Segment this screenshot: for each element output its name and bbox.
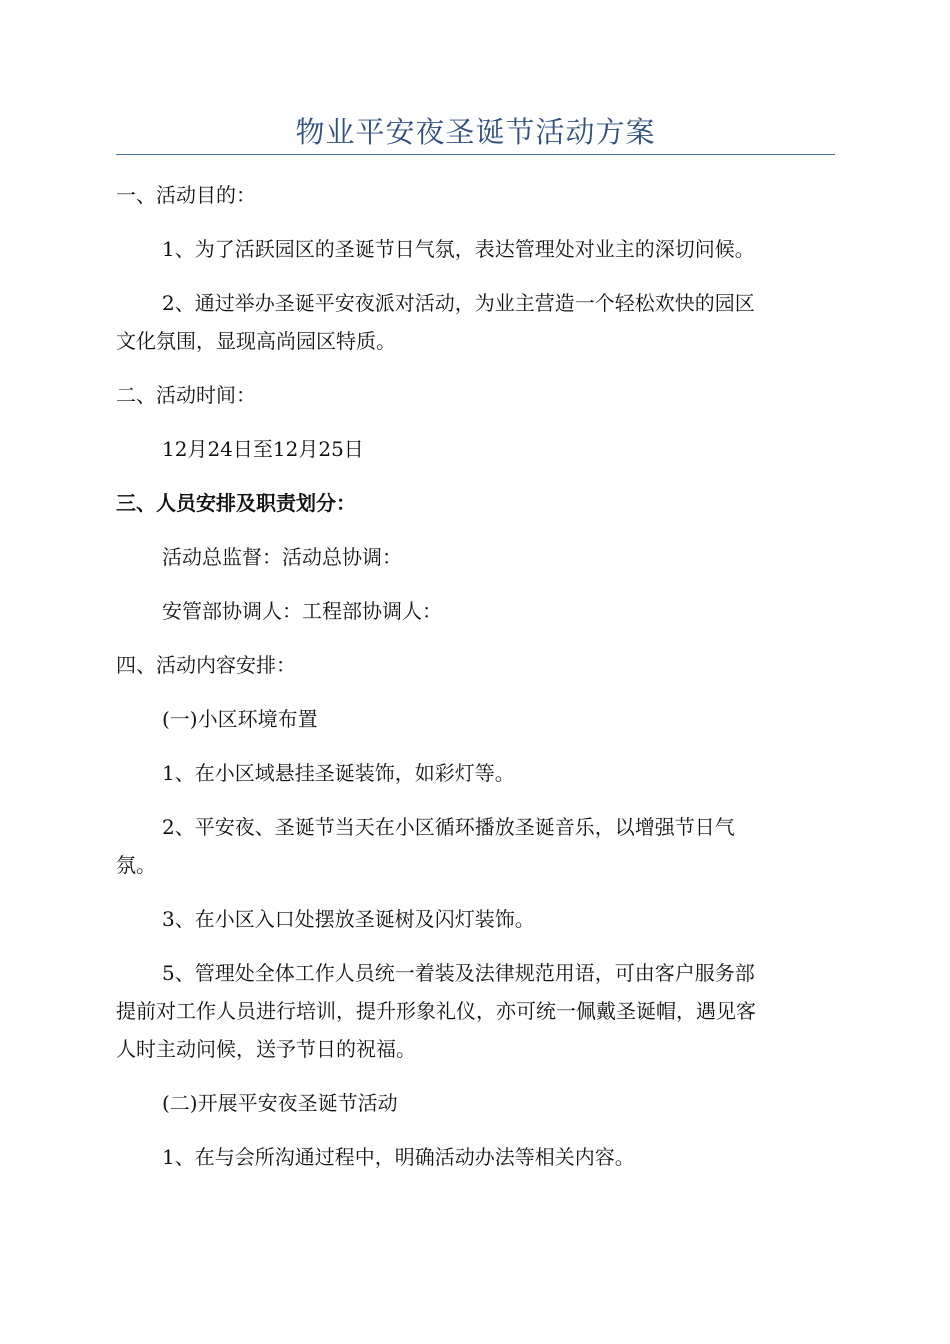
paragraph-line: 3、在小区入口处摆放圣诞树及闪灯装饰。 xyxy=(162,907,535,931)
paragraph-line: 5、管理处全体工作人员统一着装及法律规范用语，可由客户服务部 xyxy=(162,961,755,985)
paragraph-line: 安管部协调人：工程部协调人： xyxy=(162,599,442,623)
section-heading-2: 二、活动时间： xyxy=(116,383,256,407)
paragraph-line: 氛。 xyxy=(116,853,156,877)
paragraph-line: 12月24日至12月25日 xyxy=(162,437,364,461)
title-underline xyxy=(116,154,835,155)
subsection-heading: (二)开展平安夜圣诞节活动 xyxy=(162,1091,398,1115)
paragraph-line: 1、在与会所沟通过程中，明确活动办法等相关内容。 xyxy=(162,1145,635,1169)
paragraph-line: 2、平安夜、圣诞节当天在小区循环播放圣诞音乐，以增强节日气 xyxy=(162,815,735,839)
paragraph-line: 文化氛围，显现高尚园区特质。 xyxy=(116,329,396,353)
paragraph-line: 人时主动问候，送予节日的祝福。 xyxy=(116,1037,416,1061)
paragraph-line: 1、在小区域悬挂圣诞装饰，如彩灯等。 xyxy=(162,761,515,785)
paragraph-line: 活动总监督：活动总协调： xyxy=(162,545,402,569)
paragraph-line: 1、为了活跃园区的圣诞节日气氛，表达管理处对业主的深切问候。 xyxy=(162,237,755,261)
section-heading-4: 四、活动内容安排： xyxy=(116,653,296,677)
section-heading-3: 三、人员安排及职责划分： xyxy=(116,491,356,515)
paragraph-line: 提前对工作人员进行培训，提升形象礼仪，亦可统一佩戴圣诞帽，遇见客 xyxy=(116,999,756,1023)
section-heading-1: 一、活动目的： xyxy=(116,183,256,207)
document-title: 物业平安夜圣诞节活动方案 xyxy=(295,115,656,149)
subsection-heading: (一)小区环境布置 xyxy=(162,707,318,731)
paragraph-line: 2、通过举办圣诞平安夜派对活动，为业主营造一个轻松欢快的园区 xyxy=(162,291,755,315)
